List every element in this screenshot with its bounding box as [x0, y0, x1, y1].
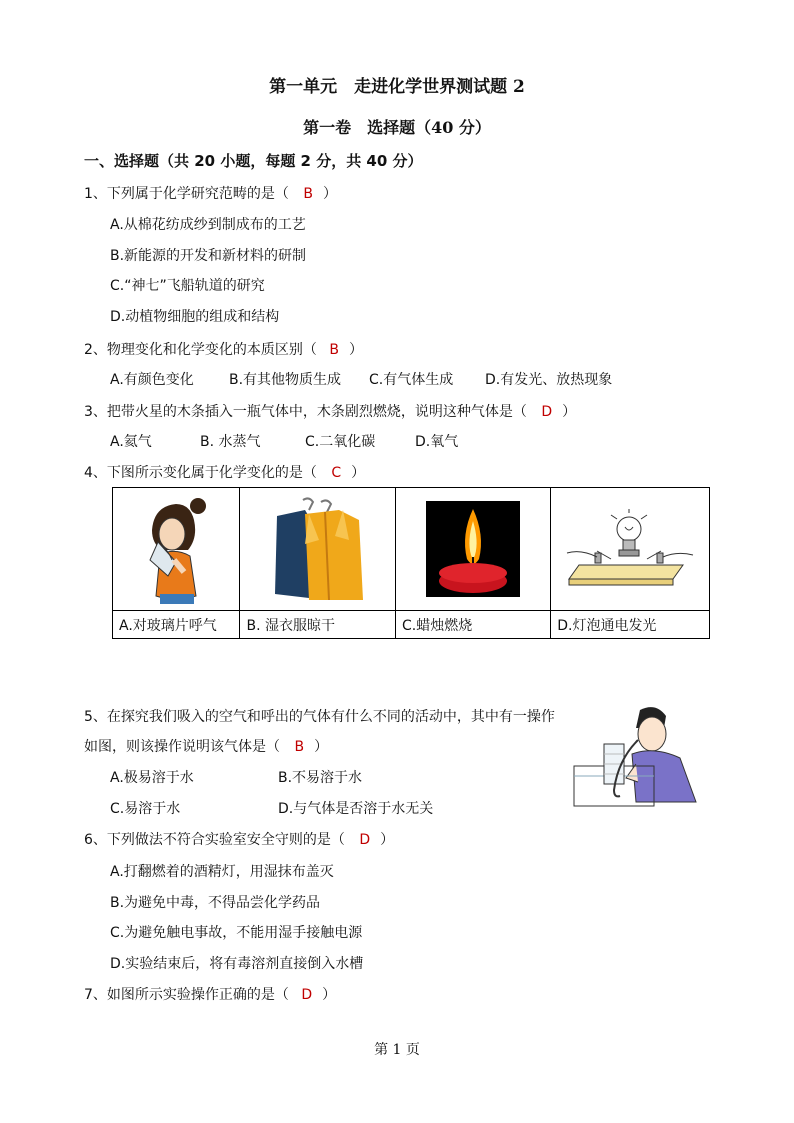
- q4-image-table: [112, 487, 710, 639]
- option-d: D.与气体是否溶于水无关: [278, 801, 434, 817]
- question-stem: 1、下列属于化学研究范畴的是（: [84, 186, 289, 202]
- close-paren: ）: [562, 404, 577, 420]
- candle-burning-illustration: [426, 501, 520, 597]
- question-7: [84, 984, 336, 1004]
- question-1: [84, 183, 337, 203]
- cell-clothes: [240, 488, 396, 611]
- answer-mark: D: [301, 987, 313, 1003]
- option-d: D.氧气: [415, 434, 459, 450]
- option-b: B.有其他物质生成: [229, 372, 342, 388]
- option-b: B. 水蒸气: [200, 434, 261, 450]
- option-d: D.有发光、放热现象: [485, 372, 613, 388]
- option-a: A.氦气: [110, 434, 152, 450]
- question-5-line1: 5、在探究我们吸入的空气和呼出的气体有什么不同的活动中，其中有一操作: [84, 709, 555, 725]
- answer-mark: D: [541, 404, 553, 420]
- man-blowing-into-water-illustration: [570, 704, 700, 808]
- close-paren: ）: [351, 465, 366, 481]
- caption-d: D.灯泡通电发光: [551, 611, 710, 639]
- option-d: D.动植物细胞的组成和结构: [110, 309, 280, 325]
- option-a: A.打翻燃着的酒精灯，用湿抹布盖灭: [110, 864, 334, 880]
- question-stem: 如图，则该操作说明该气体是（: [84, 739, 280, 755]
- page-title: 第一单元 走进化学世界测试题 2: [269, 77, 525, 97]
- option-c: C.为避免触电事故，不能用湿手接触电源: [110, 925, 363, 941]
- light-bulb-circuit-illustration: [565, 509, 695, 589]
- option-b: B.新能源的开发和新材料的研制: [110, 248, 307, 264]
- answer-mark: B: [329, 342, 339, 358]
- option-b: B.不易溶于水: [278, 770, 363, 786]
- caption-c: C.蜡烛燃烧: [395, 611, 550, 639]
- section-heading: 一、选择题（共 20 小题，每题 2 分，共 40 分）: [84, 152, 423, 170]
- cell-breath: [113, 488, 240, 611]
- option-a: A.有颜色变化: [110, 372, 194, 388]
- close-paren: ）: [348, 342, 363, 358]
- caption-b: B. 湿衣服晾干: [240, 611, 396, 639]
- page-number: 第 1 页: [374, 1042, 420, 1058]
- option-c: C.二氧化碳: [305, 434, 376, 450]
- close-paren: ）: [322, 186, 337, 202]
- question-stem: 7、如图所示实验操作正确的是（: [84, 987, 289, 1003]
- option-c: C.“神七”飞船轨道的研究: [110, 278, 265, 294]
- option-a: A.极易溶于水: [110, 770, 194, 786]
- question-5-line2: [84, 736, 328, 756]
- option-b: B.为避免中毒，不得品尝化学药品: [110, 895, 321, 911]
- close-paren: ）: [322, 987, 337, 1003]
- option-a: A.从棉花纺成纱到制成布的工艺: [110, 217, 306, 233]
- question-3: [84, 401, 576, 421]
- question-stem: 3、把带火星的木条插入一瓶气体中，木条剧烈燃烧，说明这种气体是（: [84, 404, 527, 420]
- question-stem: 6、下列做法不符合实验室安全守则的是（: [84, 832, 345, 848]
- option-c: C.有气体生成: [369, 372, 454, 388]
- question-6: [84, 829, 394, 849]
- close-paren: ）: [380, 832, 395, 848]
- answer-mark: C: [331, 465, 342, 481]
- cell-candle: [395, 488, 550, 611]
- wet-clothes-illustration: [263, 494, 373, 604]
- girl-breathing-illustration: [136, 494, 216, 604]
- paper-subtitle: 第一卷 选择题（40 分）: [303, 118, 491, 137]
- option-d: D.实验结束后，将有毒溶剂直接倒入水槽: [110, 956, 364, 972]
- question-4: [84, 462, 365, 482]
- caption-a: A.对玻璃片呼气: [113, 611, 240, 639]
- close-paren: ）: [314, 739, 329, 755]
- option-c: C.易溶于水: [110, 801, 181, 817]
- answer-mark: B: [294, 739, 305, 755]
- answer-mark: D: [359, 832, 371, 848]
- answer-mark: B: [303, 186, 313, 202]
- question-stem: 4、下图所示变化属于化学变化的是（: [84, 465, 317, 481]
- question-stem: 2、物理变化和化学变化的本质区别（: [84, 342, 317, 358]
- cell-bulb: [551, 488, 710, 611]
- question-2: [84, 339, 363, 359]
